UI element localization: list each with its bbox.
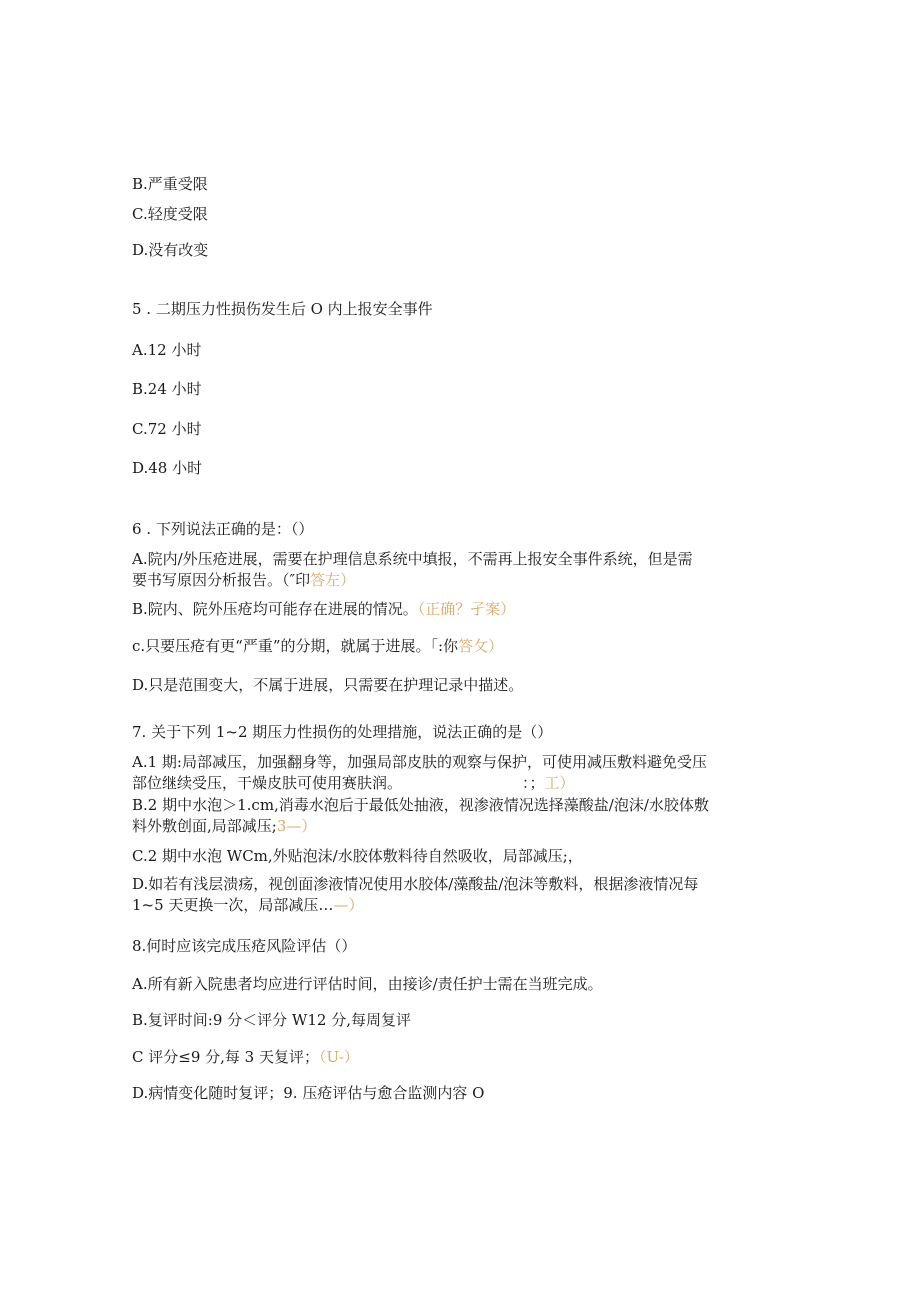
q4-option-d: D.没有改变 [132,241,209,259]
q7-option-b-text: 料外敷创面,局部减压; [132,817,277,835]
q7-option-b-note: 3—） [276,817,317,835]
q5-option-d: D.48 小时 [132,459,203,477]
q5-option-b: B.24 小时 [132,380,202,398]
q8-option-c-note: （U-） [318,1048,359,1066]
q8-option-a: A.所有新入院患者均应进行评估时间，由接诊/责任护士需在当班完成。 [132,975,603,993]
q7-option-b-line1: B.2 期中水泡＞1.cm,消毒水泡后于最低处抽液，视渗液情况选择藻酸盐/泡沫/水胶体敷 [132,796,709,814]
q6-option-b-note: （正确？孑案） [417,600,516,618]
q7-option-d-line2 [132,895,363,915]
q5-option-c: C.72 小时 [132,420,202,438]
q6-option-d: D.只是范围变大，不属于进展，只需要在护理记录中描述。 [132,676,524,694]
q7-option-d-line1: D.如若有浅层溃疡，视创面渗液情况使用水胶体/藻酸盐/泡沫等敷料，根据渗液情况每 [132,875,699,893]
q8-stem: 8.何时应该完成压疮风险评估（） [132,937,357,955]
q6-option-b [132,599,515,619]
q6-option-c-text: c.只要压疮有更“严重”的分期，就属于进展。「:你 [132,637,459,655]
q7-option-d-text: 1~5 天更换一次，局部减压… [132,896,334,914]
q6-stem: 6 . 下列说法正确的是：（） [132,520,314,538]
q4-option-c: C.轻度受限 [132,205,208,223]
q6-option-b-text: B.院内、院外压疮均可能存在进展的情况。 [132,600,418,618]
q7-option-a-text: 部位继续受压，干燥皮肤可使用赛肤润。 [132,774,403,792]
q6-option-a-text: 要书写原因分析报告。（″印 [132,571,311,589]
q7-option-a-line1: A.1 期:局部减压，加强翻身等，加强局部皮肤的观察与保护，可使用减压敷料避免受压 [132,753,707,771]
q8-option-d: D.病情变化随时复评；9. 压疮评估与愈合监测内容 O [132,1084,485,1102]
q5-stem: 5 . 二期压力性损伤发生后 O 内上报安全事件 [132,300,433,318]
q8-option-c [132,1047,359,1067]
q7-option-b-line2 [132,816,316,836]
q5-option-a: A.12 小时 [132,341,202,359]
q7-option-a-mid: ：； [522,774,545,792]
q7-stem: 7. 关于下列 1~2 期压力性损伤的处理措施，说法正确的是（） [132,723,553,741]
q4-option-b: B.严重受限 [132,175,208,193]
q6-option-a-note: 答左） [310,571,356,589]
q6-option-a-line1: A.院内/外压疮进展，需要在护理信息系统中填报，不需再上报安全事件系统，但是需 [132,550,693,568]
q7-option-c: C.2 期中水泡 WCm,外贴泡沫/水胶体敷料待自然吸收，局部减压;， [132,847,583,865]
q6-option-c-note: 答攵） [458,637,504,655]
q7-option-a-line2 [132,773,575,793]
q7-option-a-note: 工） [544,774,575,792]
q6-option-a-line2 [132,570,355,590]
q8-option-c-text: C 评分≤9 分,每 3 天复评； [132,1048,319,1066]
q7-option-d-note: —） [333,896,364,914]
q8-option-b: B.复评时间:9 分＜评分 W12 分,每周复评 [132,1011,411,1029]
q6-option-c [132,636,503,656]
